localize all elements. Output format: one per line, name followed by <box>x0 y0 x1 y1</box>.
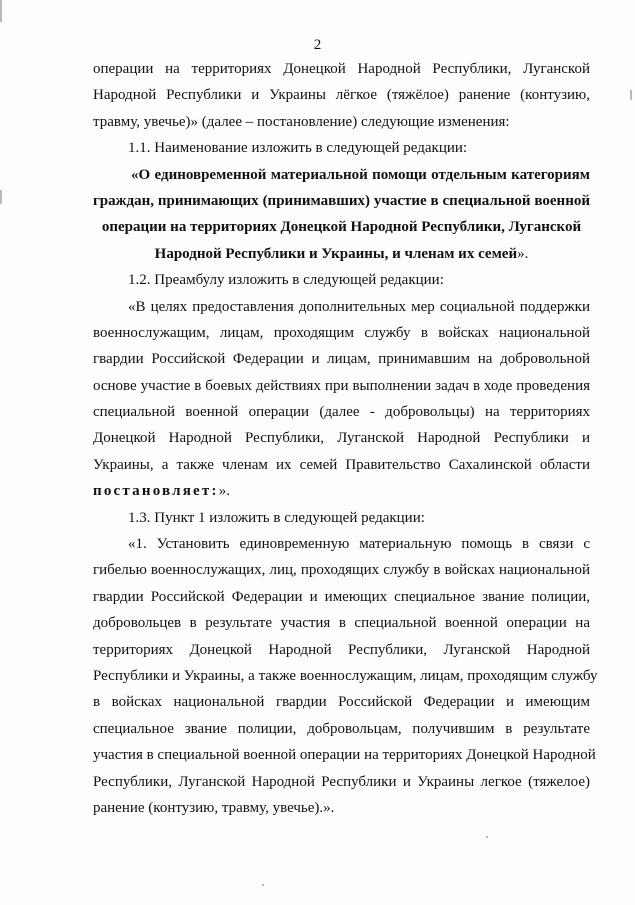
closing-quote: ». <box>218 483 230 500</box>
scan-speck <box>262 884 264 886</box>
text-line: в войсках национальной гвардии Российской Федерации и имеющим <box>93 694 590 711</box>
text-line: гвардии Российской Федерации и имеющих специальное звание полиции, <box>93 588 590 605</box>
text-line: добровольцев в результате участия в специальной военной операции на <box>93 615 590 632</box>
text-line: Республики и Украины, а также военнослужащим, лицам, проходящим службу <box>93 667 598 684</box>
text-line: Народной Республики и Украины лёгкое (тяжёлое) ранение (контузию, <box>93 87 590 104</box>
text-line: основе участие в боевых действиях при выполнении задач в ходе проведения <box>93 377 590 394</box>
text-line: Республики, Луганской Народной Республики и Украины легкое (тяжелое) <box>93 773 590 790</box>
bold-title-line: граждан, принимающих (принимавших) участие в специальной военной <box>93 192 590 209</box>
section-heading: 1.3. Пункт 1 изложить в следующей редакции: <box>128 509 425 526</box>
page-number: 2 <box>313 37 322 53</box>
section-heading: 1.2. Преамбулу изложить в следующей редакции: <box>128 272 444 289</box>
text-line: гвардии Российской Федерации и лицам, принимавшим на добровольной <box>93 351 590 368</box>
text-line: гибелью военнослужащих, лиц, проходящих службу в войсках национальной <box>93 562 590 579</box>
text-line: ранение (контузию, травму, увечье).». <box>93 799 335 816</box>
section-heading: 1.1. Наименование изложить в следующей редакции: <box>128 140 468 157</box>
text-line: Донецкой Народной Республики, Луганской Народной Республики и <box>93 430 590 447</box>
bold-title-last-line <box>93 245 590 271</box>
scan-mark-left <box>0 0 2 22</box>
scan-mark-right <box>630 90 632 100</box>
scan-mark-left-low <box>0 190 2 204</box>
text-line: территориях Донецкой Народной Республики, Луганской Народной <box>93 641 590 658</box>
resolution-line <box>93 482 590 508</box>
text-line: травму, увечье)» (далее – постановление) следующие изменения: <box>93 113 510 130</box>
text-line: операции на территориях Донецкой Народной Республики, Луганской <box>93 61 590 77</box>
resolution-word: постановляет: <box>93 483 219 500</box>
document-body <box>93 60 598 825</box>
text-line: Украины, а также членам их семей Правительство Сахалинской области <box>93 456 590 473</box>
text-line: специальной военной операции (далее - добровольцы) на территориях <box>93 404 590 421</box>
text-line: специальное звание полиции, добровольцам, получившим в результате <box>93 720 590 737</box>
text-line: «1. Установить единовременную материальную помощь в связи с <box>128 536 590 553</box>
bold-title-text: Народной Республики и Украины, и членам их семей <box>154 245 518 262</box>
text-line: участия в специальной военной операции на территориях Донецкой Народной <box>93 747 596 764</box>
text-line: военнослужащим, лицам, проходящим службу в войсках национальной <box>93 324 590 341</box>
text-line: «В целях предоставления дополнительных мер социальной поддержки <box>128 298 590 315</box>
scan-speck <box>486 836 488 838</box>
closing-quote: ». <box>517 245 529 262</box>
bold-title-line: «О единовременной материальной помощи отдельным категориям <box>131 166 590 183</box>
bold-title-line: операции на территориях Донецкой Народной Республики, Луганской <box>101 219 582 236</box>
